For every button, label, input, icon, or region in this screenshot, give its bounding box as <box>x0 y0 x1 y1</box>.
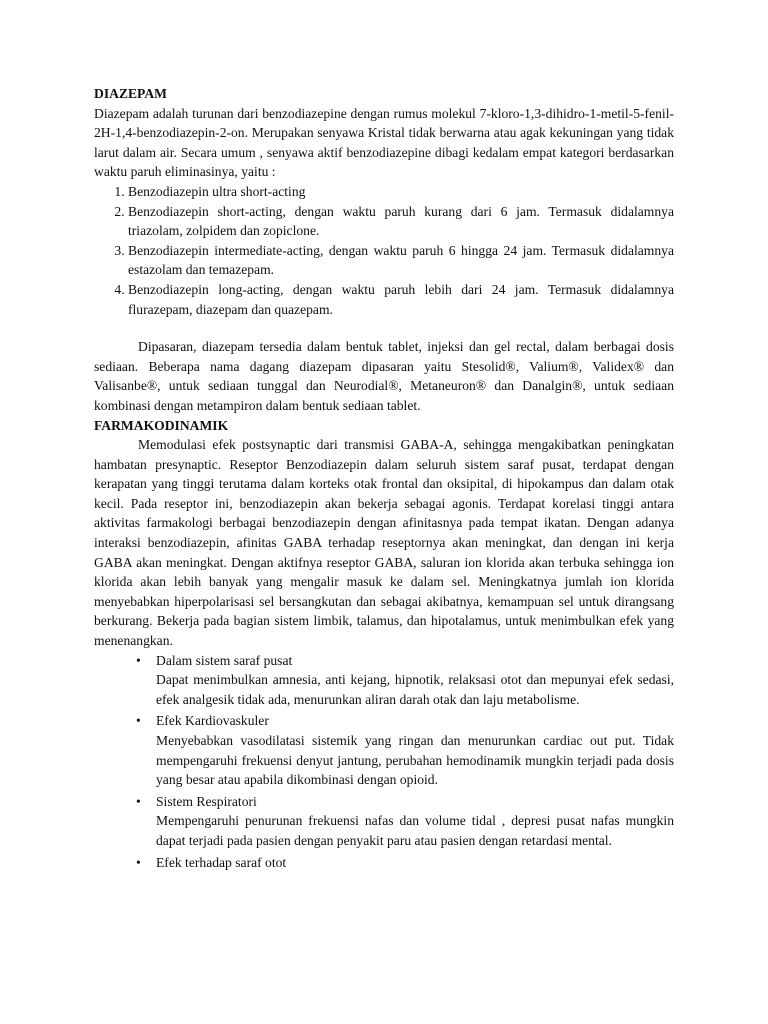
effect-title: Efek Kardiovaskuler <box>156 713 269 729</box>
effect-description: Dapat menimbulkan amnesia, anti kejang, hipnotik, relaksasi otot dan mepunyai efek sedasi, efek analgesik tidak ada, menurunkan aliran darah otak dan laju metabolisme. <box>156 672 674 707</box>
effects-list <box>94 651 674 873</box>
effect-description: Mempengaruhi penurunan frekuensi nafas dan volume tidal , depresi pusat nafas mungkin dapat terjadi pada pasien dengan penyakit paru atau pasien dengan retardasi mental. <box>156 813 674 848</box>
category-item: 3. Benzodiazepin intermediate-acting, dengan waktu paruh 6 hingga 24 jam. Termasuk didalamnya estazolam dan temazepam. <box>128 241 674 280</box>
effect-item <box>136 792 674 851</box>
market-paragraph: Dipasaran, diazepam tersedia dalam bentuk tablet, injeksi dan gel rectal, dalam berbagai dosis sediaan. Beberapa nama dagang diazepam dipasaran yaitu Stesolid®, Valium®, Validex® dan Valisanbe®, untuk sediaan tunggal dan Neurodial®, Metaneuron® dan Danalgin®, untuk sediaan kombinasi dengan metampiron dalam bentuk sediaan tablet. <box>94 339 674 413</box>
effect-description: Menyebabkan vasodilatasi sistemik yang ringan dan menurunkan cardiac out put. Tidak mempengaruhi frekuensi denyut jantung, perubahan hemodinamik mungkin terjadi pada dosis yang besar atau apabila dikombinasi dengan opioid. <box>156 733 674 788</box>
half-life-category-list <box>94 182 674 319</box>
diazepam-intro: Diazepam adalah turunan dari benzodiazepine dengan rumus molekul 7-kloro-1,3-dihidro-1-metil-5-fenil-2H-1,4-benzodiazepin-2-on. Merupakan senyawa Kristal tidak berwarna atau agak kekuningan yang tidak larut dalam air. Secara umum , senyawa aktif benzodiazepine dibagi kedalam empat kategori berdasarkan waktu paruh eliminasinya, yaitu : <box>94 105 674 180</box>
paragraph-spacer <box>94 319 674 337</box>
diazepam-heading: DIAZEPAM <box>94 86 167 101</box>
farmakodinamik-body: Memodulasi efek postsynaptic dari transmisi GABA-A, sehingga mengakibatkan peningkatan hambatan presynaptic. Reseptor Benzodiazepin dalam seluruh sistem saraf pusat, terdapat dengan kerapatan yang tinggi terutama dalam korteks otak frontal dan oksipital, di hipokampus dan dalam otak kecil. Pada reseptor ini, benzodiazepin akan bekerja sebagai agonis. Terdapat korelasi tinggi antara aktivitas farmakologi berbagai benzodiazepin dengan afinitasnya pada tempat ikatan. Dengan adanya interaksi benzodiazepin, afinitas GABA terhadap reseptornya akan meningkat, dan dengan ini kerja GABA akan meningkat. Dengan aktifnya reseptor GABA, saluran ion klorida akan terbuka sehingga ion klorida akan lebih banyak yang mengalir masuk ke dalam sel. Meningkatnya jumlah ion klorida menyebabkan hiperpolarisasi sel bersangkutan dan sebagai akibatnya, kemampuan sel untuk dirangsang berkurang. Bekerja pada bagian sistem limbik, talamus, dan hipotalamus, untuk menimbulkan efek yang menenangkan. <box>94 437 674 649</box>
effect-title: Sistem Respiratori <box>156 793 257 809</box>
bullet-icon: • <box>136 854 141 870</box>
category-item: 2. Benzodiazepin short-acting, dengan waktu paruh kurang dari 6 jam. Termasuk didalamnya triazolam, zolpidem dan zopiclone. <box>128 202 674 241</box>
farmakodinamik-heading: FARMAKODINAMIK <box>94 417 229 433</box>
bullet-icon: • <box>136 652 141 668</box>
effect-title: Efek terhadap saraf otot <box>156 854 287 870</box>
bullet-icon: • <box>136 793 141 809</box>
effect-item <box>136 651 674 710</box>
effect-item <box>136 711 674 789</box>
effect-title: Dalam sistem saraf pusat <box>156 652 293 668</box>
effect-item <box>136 853 674 873</box>
bullet-icon: • <box>136 713 141 729</box>
category-item: 1. Benzodiazepin ultra short-acting <box>128 182 674 202</box>
category-item: 4. Benzodiazepin long-acting, dengan waktu paruh lebih dari 24 jam. Termasuk didalamnya flurazepam, diazepam dan quazepam. <box>128 280 674 319</box>
